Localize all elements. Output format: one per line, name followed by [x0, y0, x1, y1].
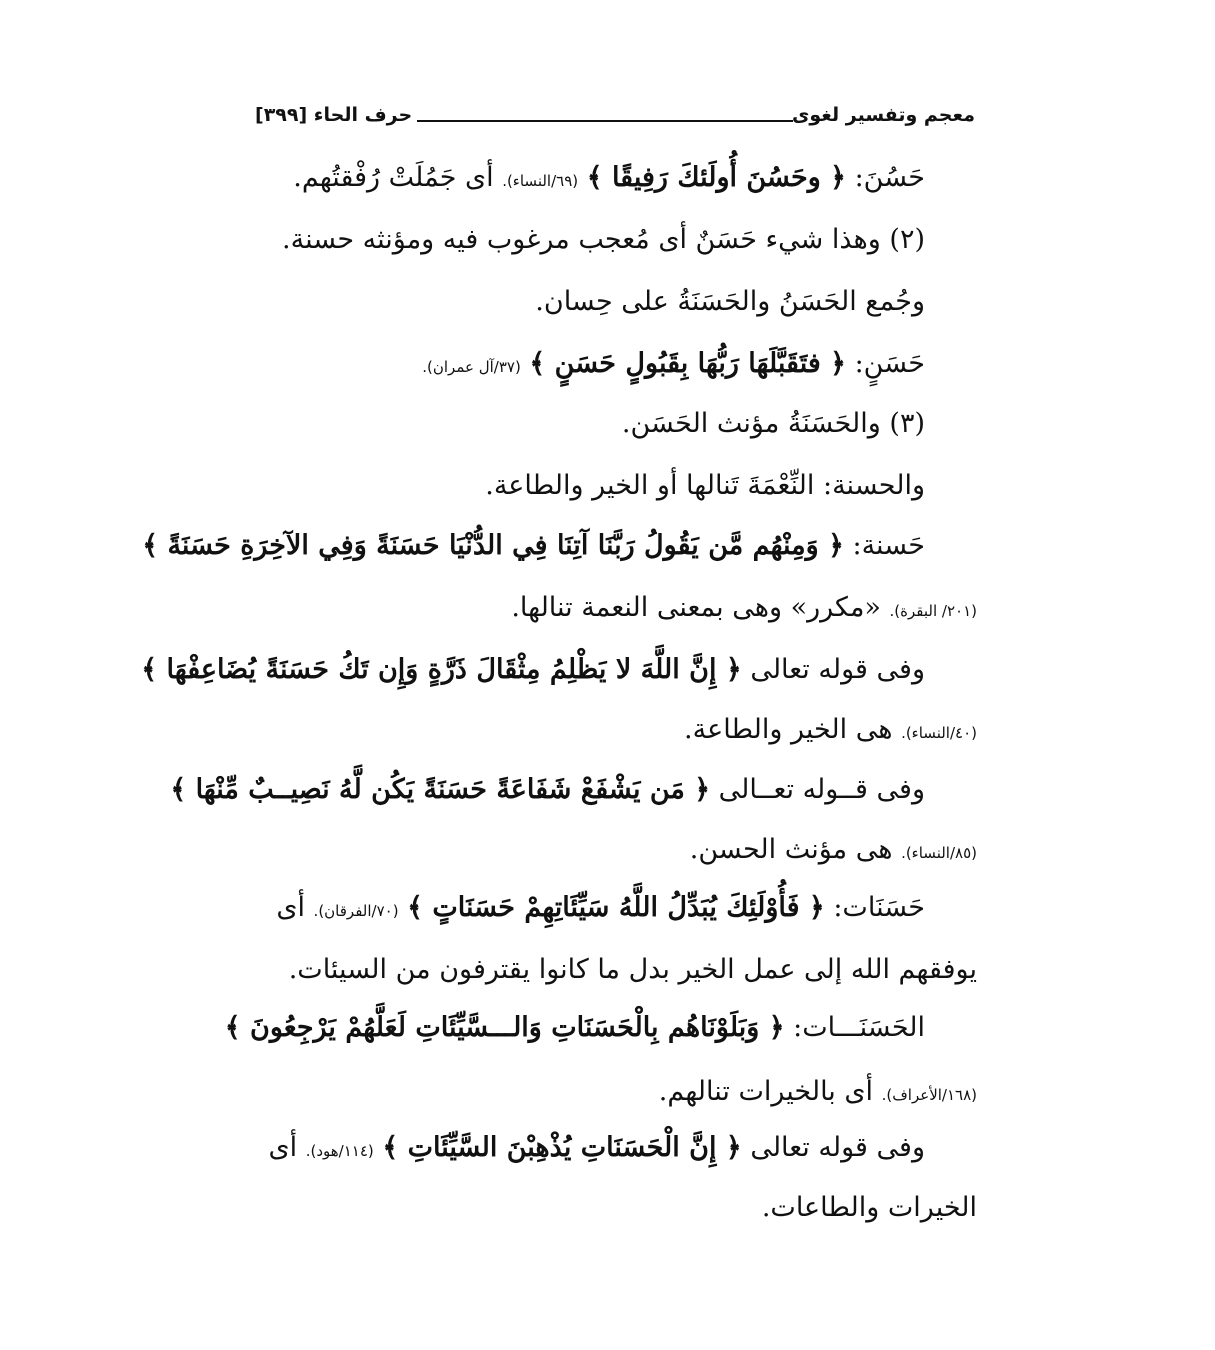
quran-quote: ﴿ وَبَلَوْنَاهُم بِالْحَسَنَاتِ وَالـــسَّيِّئَاتِ لَعَلَّهُمْ يَرْجِعُونَ ﴾ — [224, 1012, 785, 1043]
text-line — [684, 710, 977, 753]
entry-word: حَسنة: — [843, 530, 925, 561]
text-line — [762, 1188, 977, 1228]
quran-quote: ﴿ مَن يَشْفَعْ شَفَاعَةً حَسَنَةً يَكُن لَّهُ نَصِيــبٌ مِّنْهَا ﴾ — [170, 774, 711, 805]
verse-reference: (٢٠١/ البقرة). — [889, 602, 977, 620]
text-line — [268, 1128, 925, 1171]
entry-word: حَسَنٍ: — [845, 348, 925, 379]
line-text: أى جَمُلَتْ رُفْقتُهم. — [293, 162, 503, 193]
text-line — [170, 770, 925, 810]
text-line — [141, 650, 925, 690]
text-line — [511, 588, 977, 631]
text-line — [282, 220, 925, 260]
quran-quote: ﴿ إِنَّ الْحَسَنَاتِ يُذْهِبْنَ السَّيِّئَاتِ ﴾ — [382, 1132, 742, 1163]
verse-reference: (١١٤/هود). — [305, 1142, 374, 1160]
page-reference: حرف الحاء [٣٩٩] — [255, 104, 413, 126]
line-text: وفى قــوله تعــالى — [710, 774, 925, 805]
line-text: يوفقهم الله إلى عمل الخير بدل ما كانوا يقترفون من السيئات. — [288, 954, 977, 985]
verse-reference: (٧٠/الفرقان). — [313, 902, 399, 920]
header-rule — [417, 120, 793, 122]
line-text: وفى قوله تعالى — [741, 1132, 925, 1163]
text-line — [276, 888, 925, 931]
book-title: معجم وتفسير لغوى — [791, 104, 975, 126]
text-line — [293, 158, 925, 201]
text-line — [485, 466, 925, 506]
text-line — [289, 950, 977, 990]
line-text: أى — [268, 1132, 306, 1163]
verse-reference: (٤٠/النساء). — [901, 724, 977, 742]
line-text: أى — [276, 892, 314, 923]
quran-quote: ﴿ وحَسُنَ أُولَئكَ رَفِيقًا ﴾ — [586, 162, 846, 193]
text-line — [142, 526, 925, 566]
line-text: أى بالخيرات تنالهم. — [658, 1076, 882, 1107]
text-line — [225, 1008, 925, 1048]
line-text: هى الخير والطاعة. — [684, 714, 902, 745]
line-text: (٣) والحَسَنَةُ مؤنث الحَسَن. — [621, 408, 925, 439]
line-text: والحسنة: النِّعْمَةَ تَنالها أو الخير والطاعة. — [485, 470, 925, 501]
text-line — [690, 830, 977, 873]
text-line — [659, 1072, 977, 1115]
text-line — [422, 344, 925, 387]
quran-quote: ﴿ فَأُوْلَئِكَ يُبَدِّلُ اللَّهُ سَيِّئَاتِهِمْ حَسَنَاتٍ ﴾ — [407, 892, 825, 923]
line-text: وفى قوله تعالى — [741, 654, 925, 685]
entry-word: حَسُنَ: — [845, 162, 925, 193]
quran-quote: ﴿ وَمِنْهُم مَّن يَقُولُ رَبَّنَا آتِنَا فِي الدُّنْيَا حَسَنَةً وَفِي الآخِرَةِ حَسَنَةً ﴾ — [142, 530, 844, 561]
text-line — [622, 404, 925, 444]
running-header — [255, 104, 975, 138]
entry-word: حَسَنَات: — [824, 892, 925, 923]
verse-reference: (٨٥/النساء). — [901, 844, 977, 862]
text-line — [535, 282, 925, 322]
line-text: هى مؤنث الحسن. — [689, 834, 902, 865]
verse-reference: (١٦٨/الأعراف). — [881, 1086, 977, 1104]
line-text: «مكرر» وهى بمعنى النعمة تنالها. — [511, 592, 890, 623]
quran-quote: ﴿ إِنَّ اللَّهَ لا يَظْلِمُ مِثْقَالَ ذَرَّةٍ وَإِن تَكُ حَسَنَةً يُضَاعِفْهَا ﴾ — [141, 654, 742, 685]
line-text: وجُمع الحَسَنُ والحَسَنَةُ على حِسان. — [535, 286, 925, 317]
verse-reference: (٦٩/النساء). — [502, 172, 579, 190]
verse-reference: (٣٧/آل عمران). — [422, 358, 521, 376]
quran-quote: ﴿ فتَقَبَّلَهَا رَبُّهَا بِقَبُولٍ حَسَنٍ ﴾ — [529, 348, 846, 379]
entry-word: الحَسَنَـــات: — [784, 1012, 925, 1043]
line-text: (٢) وهذا شيء حَسَنٌ أى مُعجب مرغوب فيه ومؤنثه حسنة. — [282, 224, 925, 255]
line-text: الخيرات والطاعات. — [761, 1192, 977, 1223]
